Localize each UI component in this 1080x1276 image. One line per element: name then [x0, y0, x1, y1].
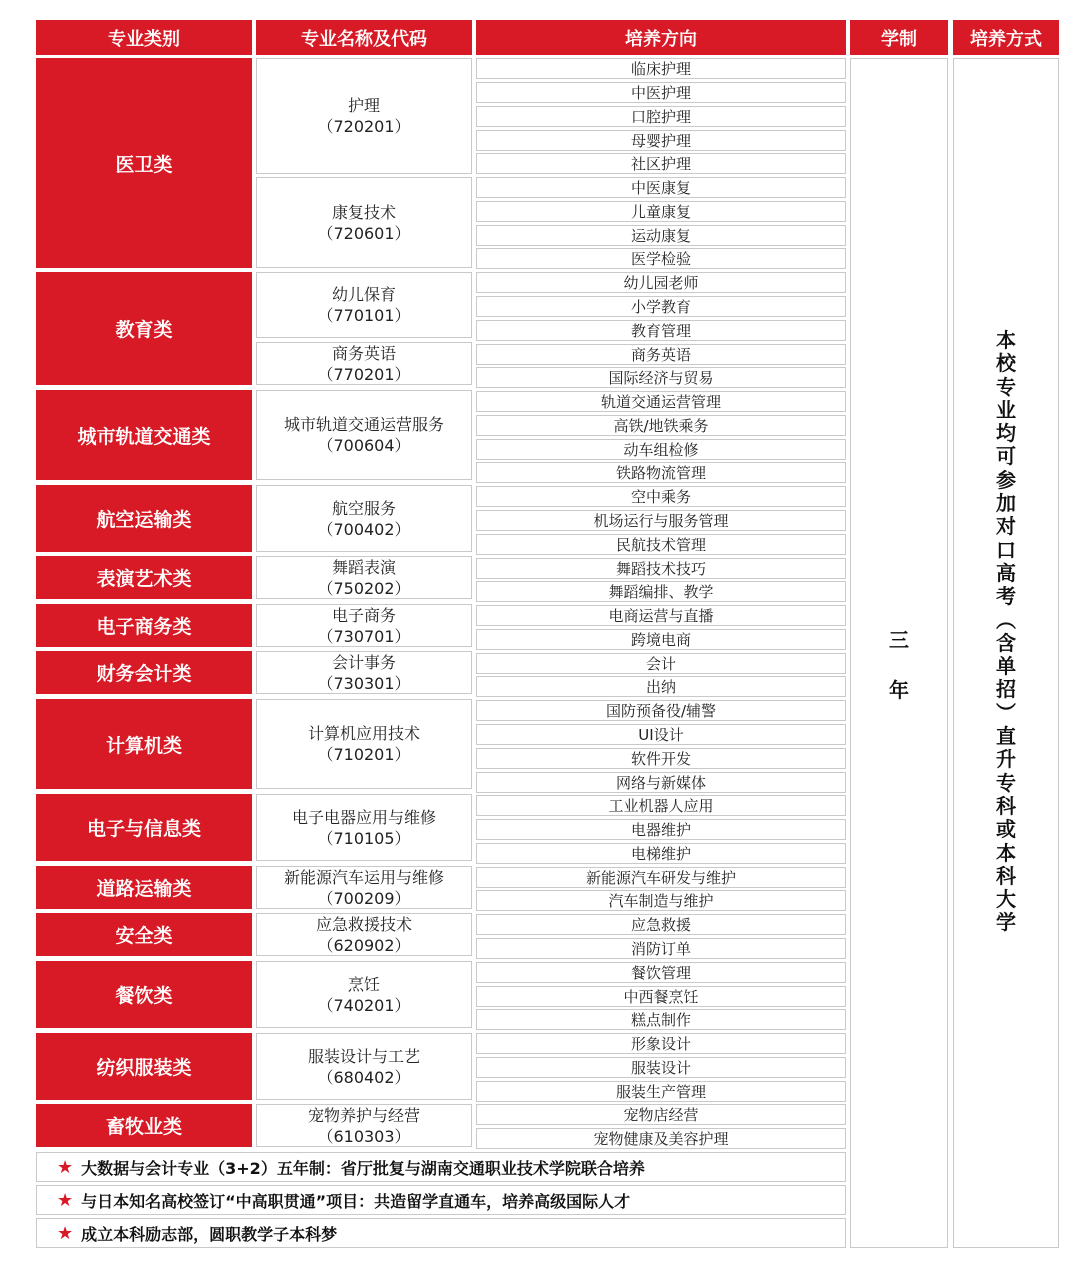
major-code: （770101）: [317, 306, 411, 325]
direction-cell: 民航技术管理: [476, 534, 846, 555]
direction-cell: 应急救援: [476, 914, 846, 935]
header-major: 专业名称及代码: [256, 20, 472, 55]
major-name: 宠物养护与经营: [307, 1105, 420, 1125]
direction-cell: 宠物健康及美容护理: [476, 1128, 846, 1149]
note-row: [36, 1185, 846, 1215]
direction-cell: 幼儿园老师: [476, 272, 846, 293]
vertical-char: 直: [996, 724, 1016, 749]
note-row: [36, 1218, 846, 1248]
category-cell: 表演艺术类: [36, 556, 252, 599]
category-cell: 餐饮类: [36, 961, 252, 1028]
major-code: （610303）: [317, 1126, 411, 1146]
major-code: （750202）: [317, 578, 411, 598]
direction-cell: 中西餐烹饪: [476, 986, 846, 1007]
major-name: 护理: [347, 96, 380, 115]
vertical-char: 或: [996, 817, 1016, 842]
major-code: （710201）: [317, 745, 411, 764]
vertical-char: 含: [996, 630, 1016, 655]
note-text: 与日本知名高校签订“中高职贯通”项目：共造留学直通车，培养高级国际人才: [81, 1191, 631, 1211]
vertical-char: 本: [996, 840, 1016, 865]
direction-cell: 商务英语: [476, 344, 846, 365]
direction-cell: 出纳: [476, 676, 846, 697]
vertical-char: 升: [996, 747, 1016, 772]
direction-cell: 宠物店经营: [476, 1104, 846, 1125]
major-name: 应急救援技术: [315, 914, 412, 934]
major-name: 服装设计与工艺: [307, 1046, 420, 1066]
major-code: （770201）: [317, 364, 411, 384]
vertical-char: 科: [996, 863, 1016, 888]
major-code: （720601）: [317, 223, 411, 243]
major-name: 舞蹈表演: [331, 557, 396, 577]
major-cell: [256, 177, 472, 268]
vertical-char: 大: [996, 887, 1016, 912]
direction-cell: 电梯维护: [476, 843, 846, 864]
direction-cell: 餐饮管理: [476, 962, 846, 983]
vertical-char: 三: [889, 628, 909, 652]
vertical-char: 学: [996, 910, 1016, 935]
duration-column: [850, 58, 948, 1248]
mode-value: [954, 329, 1058, 935]
vertical-char: ︶: [996, 700, 1016, 725]
direction-cell: 运动康复: [476, 225, 846, 246]
major-code: （710105）: [317, 828, 411, 848]
major-name: 计算机应用技术: [307, 724, 420, 743]
direction-cell: 医学检验: [476, 248, 846, 269]
header-category: 专业类别: [36, 20, 252, 55]
major-code: （730701）: [317, 626, 411, 646]
major-name: 电子电器应用与维修: [291, 807, 436, 827]
note-text: 大数据与会计专业（3+2）五年制：省厅批复与湖南交通职业技术学院联合培养: [81, 1158, 645, 1178]
major-cell: [256, 485, 472, 552]
major-cell: [256, 342, 472, 385]
direction-cell: 口腔护理: [476, 106, 846, 127]
vertical-char: 招: [996, 677, 1016, 702]
major-code: （740201）: [317, 995, 411, 1015]
direction-cell: 母婴护理: [476, 130, 846, 151]
vertical-char: 高: [996, 560, 1016, 585]
direction-cell: 电商运营与直播: [476, 605, 846, 626]
direction-cell: 消防订单: [476, 938, 846, 959]
major-cell: [256, 1033, 472, 1100]
major-name: 电子商务: [331, 605, 396, 625]
direction-cell: 小学教育: [476, 296, 846, 317]
category-cell: 城市轨道交通类: [36, 390, 252, 480]
vertical-char: 业: [996, 397, 1016, 422]
direction-cell: 中医康复: [476, 177, 846, 198]
major-code: （700209）: [317, 888, 411, 908]
vertical-char: 加: [996, 491, 1016, 516]
direction-cell: 糕点制作: [476, 1009, 846, 1030]
major-cell: [256, 866, 472, 909]
category-cell: 航空运输类: [36, 485, 252, 552]
vertical-char: 均: [996, 421, 1016, 446]
vertical-char: 考: [996, 584, 1016, 609]
category-cell: 教育类: [36, 272, 252, 385]
category-cell: 电子与信息类: [36, 794, 252, 861]
note-text: 成立本科励志部，圆职教学子本科梦: [81, 1224, 338, 1244]
major-cell: [256, 58, 472, 174]
major-code: （720201）: [317, 117, 411, 136]
direction-cell: 舞蹈技术技巧: [476, 558, 846, 579]
direction-cell: 电器维护: [476, 819, 846, 840]
major-cell: [256, 604, 472, 647]
direction-cell: 高铁/地铁乘务: [476, 415, 846, 436]
major-cell: [256, 913, 472, 956]
category-cell: 道路运输类: [36, 866, 252, 909]
major-name: 商务英语: [331, 343, 396, 363]
major-name: 烹饪: [347, 974, 380, 994]
direction-cell: 国际经济与贸易: [476, 367, 846, 388]
major-name: 会计事务: [331, 652, 396, 672]
category-cell: 电子商务类: [36, 604, 252, 647]
category-cell: 安全类: [36, 913, 252, 956]
category-cell: 医卫类: [36, 58, 252, 268]
major-code: （620902）: [317, 935, 411, 955]
star-icon: ★: [57, 1156, 74, 1178]
direction-cell: 铁路物流管理: [476, 462, 846, 483]
vertical-char: 单: [996, 654, 1016, 679]
direction-cell: 服装生产管理: [476, 1081, 846, 1102]
major-cell: [256, 390, 472, 480]
major-cell: [256, 651, 472, 694]
direction-cell: 跨境电商: [476, 629, 846, 650]
direction-cell: 舞蹈编排、教学: [476, 581, 846, 602]
vertical-char: 科: [996, 793, 1016, 818]
mode-column: [953, 58, 1059, 1248]
direction-cell: 社区护理: [476, 153, 846, 174]
star-icon: ★: [57, 1222, 74, 1244]
vertical-char: 口: [996, 537, 1016, 562]
direction-cell: 动车组检修: [476, 439, 846, 460]
major-name: 新能源汽车运用与维修: [283, 867, 444, 887]
major-name: 航空服务: [331, 498, 396, 518]
direction-cell: 中医护理: [476, 82, 846, 103]
major-code: （680402）: [317, 1067, 411, 1087]
vertical-char: ︵: [996, 607, 1016, 632]
vertical-char: 参: [996, 467, 1016, 492]
direction-cell: 工业机器人应用: [476, 795, 846, 816]
direction-cell: 服装设计: [476, 1057, 846, 1078]
major-cell: [256, 1104, 472, 1147]
major-cell: [256, 272, 472, 338]
vertical-char: 可: [996, 444, 1016, 469]
direction-cell: 软件开发: [476, 748, 846, 769]
vertical-char: 专: [996, 770, 1016, 795]
header-duration: 学制: [850, 20, 948, 55]
major-name: 幼儿保育: [331, 285, 396, 304]
major-code: （730301）: [317, 673, 411, 693]
vertical-char: 本: [996, 328, 1016, 352]
note-row: [36, 1152, 846, 1182]
direction-cell: 儿童康复: [476, 201, 846, 222]
direction-cell: 临床护理: [476, 58, 846, 79]
direction-cell: 形象设计: [476, 1033, 846, 1054]
duration-value: [851, 615, 947, 715]
direction-cell: 教育管理: [476, 320, 846, 341]
major-cell: [256, 961, 472, 1028]
direction-cell: 会计: [476, 653, 846, 674]
direction-cell: 国防预备役/辅警: [476, 700, 846, 721]
major-cell: [256, 699, 472, 789]
direction-cell: 机场运行与服务管理: [476, 510, 846, 531]
major-code: （700402）: [317, 519, 411, 539]
major-name: 城市轨道交通运营服务: [283, 415, 444, 434]
vertical-char: 年: [889, 678, 909, 702]
major-name: 康复技术: [331, 202, 396, 222]
star-icon: ★: [57, 1189, 74, 1211]
direction-cell: 空中乘务: [476, 486, 846, 507]
category-cell: 纺织服装类: [36, 1033, 252, 1100]
category-cell: 财务会计类: [36, 651, 252, 694]
direction-cell: 汽车制造与维护: [476, 890, 846, 911]
header-mode: 培养方式: [953, 20, 1059, 55]
major-cell: [256, 556, 472, 599]
direction-cell: 新能源汽车研发与维护: [476, 867, 846, 888]
vertical-char: 对: [996, 514, 1016, 539]
major-code: （700604）: [317, 436, 411, 455]
vertical-char: 专: [996, 374, 1016, 399]
direction-cell: UI设计: [476, 724, 846, 745]
direction-cell: 轨道交通运营管理: [476, 391, 846, 412]
header-direction: 培养方向: [476, 20, 846, 55]
category-cell: 计算机类: [36, 699, 252, 789]
major-cell: [256, 794, 472, 861]
category-cell: 畜牧业类: [36, 1104, 252, 1147]
vertical-char: 校: [996, 351, 1016, 376]
direction-cell: 网络与新媒体: [476, 772, 846, 793]
